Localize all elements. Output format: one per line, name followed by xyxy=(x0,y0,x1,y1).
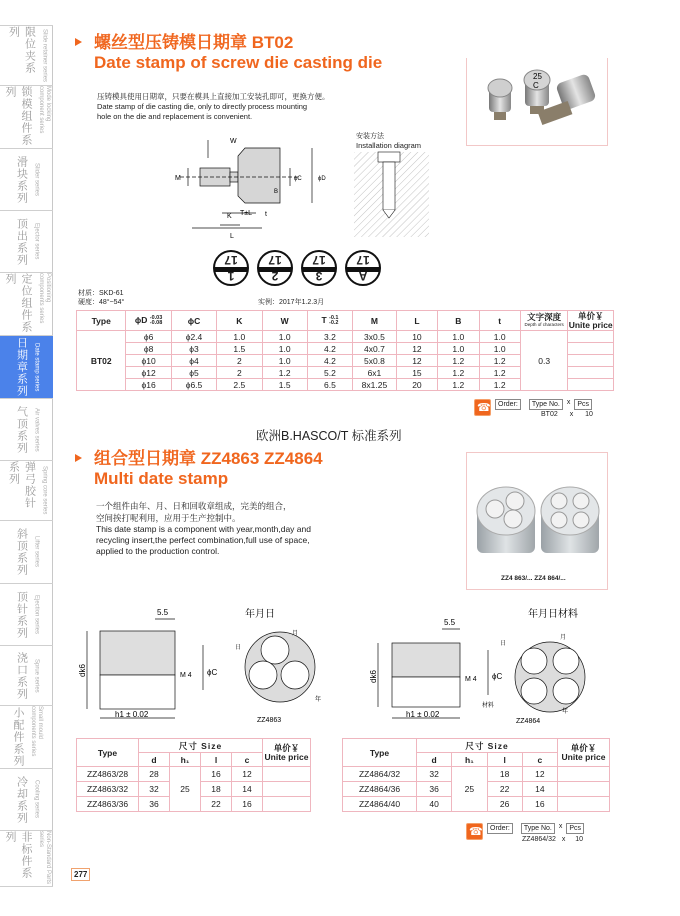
col-type: Type xyxy=(77,739,139,767)
sidebar-item-sublabel: Sprue series xyxy=(33,658,40,693)
col-b: B xyxy=(438,311,479,331)
col-price: 单价￥ Unite price xyxy=(263,739,311,767)
desc-cn: 压铸模具使用日期章，只要在模具上直接加工安装孔即可，更换方便。 xyxy=(97,92,330,101)
cell: 10 xyxy=(396,331,437,343)
order-x: x xyxy=(558,823,563,830)
desc-cn-1: 一个组件由年、月、日和回收章组成，完美的组合， xyxy=(96,501,292,511)
cell: 2 xyxy=(217,355,262,367)
col-t: T -0.1 -0.2 xyxy=(307,311,352,331)
price-cell xyxy=(568,367,614,379)
order-type-label: Type No. xyxy=(529,399,563,410)
multi-stamp-image xyxy=(467,453,609,563)
dim-w: W xyxy=(230,138,237,145)
cell: ϕ3 xyxy=(171,343,216,355)
section1-description xyxy=(97,92,397,122)
cell: 4x0.7 xyxy=(353,343,397,355)
cell: 22 xyxy=(487,782,522,797)
triangle-bullet-icon xyxy=(75,454,82,462)
dim-dk6: dk6 xyxy=(78,664,87,677)
order-label: Order: xyxy=(487,823,513,834)
cell: 2.5 xyxy=(217,379,262,391)
table-row xyxy=(77,767,311,782)
cell: 1.0 xyxy=(438,343,479,355)
col-c: c xyxy=(522,753,557,767)
order-x: x xyxy=(561,836,566,843)
phone-icon[interactable] xyxy=(466,823,483,840)
stamp-year: 17 xyxy=(268,253,282,267)
sidebar-item-lifter[interactable] xyxy=(0,520,53,583)
page-number: 277 xyxy=(71,868,90,881)
cell: ZZ4864/40 xyxy=(343,797,417,812)
cell: 14 xyxy=(522,782,557,797)
stamp-example xyxy=(301,250,337,286)
order-values-zz4864 xyxy=(522,836,583,843)
price-cell xyxy=(568,331,614,343)
cell: 36 xyxy=(139,797,170,812)
diagram-title: 年月日材料 xyxy=(528,609,578,620)
sidebar-item-label: 限位夹系列 xyxy=(7,26,36,74)
stamp-year: 17 xyxy=(312,253,326,267)
cell: ZZ4863/28 xyxy=(77,767,139,782)
svg-text:C: C xyxy=(533,81,539,90)
section1-title-cn: 螺丝型压铸模日期章 BT02 xyxy=(94,33,294,52)
cell: 1.0 xyxy=(262,355,307,367)
series-heading: 欧洲B.HASCO/T 标准系列 xyxy=(256,429,402,443)
section2-description xyxy=(96,500,366,557)
cell: 5.2 xyxy=(307,367,352,379)
col-k: K xyxy=(217,311,262,331)
cell: 1.5 xyxy=(262,379,307,391)
phone-icon[interactable] xyxy=(474,399,491,416)
diagram-title: 年月日 xyxy=(245,609,275,620)
cell: 16 xyxy=(522,797,557,812)
col-d: d xyxy=(139,753,170,767)
label-month: 月 xyxy=(560,635,567,641)
col-l: l xyxy=(201,753,232,767)
bt02-spec-table xyxy=(76,310,614,391)
cell: 22 xyxy=(201,797,232,812)
order-pcs-value: 10 xyxy=(585,411,593,418)
label-year: 年 xyxy=(315,697,322,703)
label-day: 日 xyxy=(500,641,507,647)
cell: 3.2 xyxy=(307,331,352,343)
table-row xyxy=(343,767,610,782)
sidebar-item-label: 斜顶系列 xyxy=(15,528,28,576)
zz4863-dimension-drawing xyxy=(75,605,340,730)
cell: 12 xyxy=(232,767,263,782)
order-type-label: Type No. xyxy=(521,823,555,834)
install-caption-cn: 安装方法 xyxy=(356,133,384,140)
cell: 32 xyxy=(139,782,170,797)
desc-en-3: applied to the production control. xyxy=(96,546,220,556)
price-cell xyxy=(558,767,610,782)
desc-en-2: hole on the die and replacement is convenient. xyxy=(97,112,253,121)
cell: 16 xyxy=(201,767,232,782)
sidebar-item-sublabel: Non-Standard Parts series xyxy=(38,831,51,885)
order-x: x xyxy=(569,411,574,418)
cell: 1.2 xyxy=(438,379,479,391)
diagram-name: ZZ4864 xyxy=(516,718,541,725)
col-h: h₁ xyxy=(170,753,201,767)
order-type-value: BT02 xyxy=(541,411,558,418)
cell: ϕ2.4 xyxy=(171,331,216,343)
cell: 16 xyxy=(232,797,263,812)
cell: ZZ4863/32 xyxy=(77,782,139,797)
label-month: 月 xyxy=(292,631,299,637)
price-cell xyxy=(558,797,610,812)
cell: 1.2 xyxy=(438,367,479,379)
type-cell: BT02 xyxy=(77,331,126,391)
sidebar-item-sublabel: Slide retainer series xyxy=(41,28,48,83)
bt02-dimension-drawing xyxy=(170,128,350,240)
col-type: Type xyxy=(77,311,126,331)
zz4864-dimension-drawing xyxy=(340,605,620,730)
sidebar-item-sublabel: Slider series xyxy=(33,162,40,196)
cell: 40 xyxy=(417,797,452,812)
col-size: 尺寸 Size xyxy=(417,739,558,753)
section1-title xyxy=(77,33,382,73)
sidebar-item-cooling[interactable] xyxy=(0,768,53,830)
col-price: 单价￥ Unite price xyxy=(558,739,610,767)
cell: 12 xyxy=(522,767,557,782)
price-cell xyxy=(568,343,614,355)
desc-en-1: This date stamp is a component with year,month,day and xyxy=(96,524,311,534)
dim-b: B xyxy=(274,189,279,195)
sidebar-item-label: 弹弓胶针系列 xyxy=(7,461,36,509)
dim-m: M xyxy=(175,175,181,182)
sidebar-item-label: 气顶系列 xyxy=(15,405,28,454)
installation-diagram xyxy=(354,152,429,237)
install-caption-en: Installation diagram xyxy=(356,141,422,150)
dim-5-5: 5.5 xyxy=(444,618,456,627)
example-caption: 实例：2017年1.2.3月 xyxy=(258,299,325,306)
cell: 28 xyxy=(139,767,170,782)
price-cell xyxy=(568,379,614,391)
section2-title xyxy=(77,449,323,489)
table-row xyxy=(77,331,614,343)
cell: ϕ8 xyxy=(126,343,171,355)
sidebar-item-label: 浇口系列 xyxy=(15,651,28,700)
dim-h1: h1 ± 0.02 xyxy=(115,710,149,719)
sidebar-item-sublabel: Small mould components series xyxy=(30,706,43,757)
h-cell: 25 xyxy=(452,767,487,812)
sidebar-item-slider[interactable] xyxy=(0,148,53,210)
dim-d: ϕD xyxy=(318,176,326,182)
sidebar-item-label: 冷却系列 xyxy=(15,775,28,824)
col-c: c xyxy=(232,753,263,767)
sidebar-item-sprue[interactable] xyxy=(0,645,53,705)
desc-cn-2: 空间挨打呢利用，应用于生产控制中。 xyxy=(96,513,241,523)
sidebar-item-label: 定位组件系列 xyxy=(4,273,32,333)
cell: 12 xyxy=(396,355,437,367)
multi-stamp-photo xyxy=(466,452,608,590)
cell: 32 xyxy=(417,767,452,782)
sidebar-item-sublabel: Spring core series xyxy=(41,466,48,515)
photo-caption: ZZ4 863/... ZZ4 864/... xyxy=(501,575,566,582)
cell: 1.0 xyxy=(479,343,520,355)
cell: 1.2 xyxy=(479,379,520,391)
stamp-example xyxy=(213,250,249,286)
stamp-month: 2 xyxy=(271,269,279,283)
dim-m4: M 4 xyxy=(180,672,192,679)
dim-dk6: dk6 xyxy=(369,670,378,683)
cell: 6.5 xyxy=(307,379,352,391)
sidebar-item-label: 小配件系列 xyxy=(12,707,24,767)
cell: 12 xyxy=(396,343,437,355)
sidebar-item-spring-core[interactable] xyxy=(0,460,53,520)
order-type-value: ZZ4864/32 xyxy=(522,836,556,843)
cell: ϕ4 xyxy=(171,355,216,367)
screw-stamps-image xyxy=(467,58,609,146)
cell: ϕ6 xyxy=(126,331,171,343)
sidebar-item-sublabel: Air valves series xyxy=(33,407,40,452)
stamp-month: 3 xyxy=(315,269,323,283)
svg-text:25: 25 xyxy=(533,72,542,81)
label-day: 日 xyxy=(235,645,242,651)
dim-5-5: 5.5 xyxy=(157,608,169,617)
sidebar-item-label: 日期章系列 xyxy=(15,337,28,397)
dim-t: T±L xyxy=(240,210,253,217)
label-material: 材料 xyxy=(482,703,495,709)
dim-c: ϕC xyxy=(294,176,302,182)
cell: 26 xyxy=(487,797,522,812)
cell: ϕ10 xyxy=(126,355,171,367)
cell: 4.2 xyxy=(307,343,352,355)
h-cell: 25 xyxy=(170,767,201,812)
example-stamps xyxy=(213,250,381,286)
cell: 1.2 xyxy=(262,367,307,379)
sidebar-item-sublabel: Positioning components series xyxy=(38,273,51,324)
cell: 14 xyxy=(232,782,263,797)
dim-c: ϕC xyxy=(207,668,218,677)
zz4863-spec-table xyxy=(76,738,311,812)
cell: 1.5 xyxy=(217,343,262,355)
cell: ZZ4864/36 xyxy=(343,782,417,797)
cell: 1.0 xyxy=(217,331,262,343)
cell: 15 xyxy=(396,367,437,379)
stamp-example xyxy=(257,250,293,286)
price-cell xyxy=(263,767,311,782)
cell: 18 xyxy=(487,767,522,782)
col-m: M xyxy=(353,311,397,331)
depth-cell: 0.3 xyxy=(520,331,567,391)
cell: 6x1 xyxy=(353,367,397,379)
dim-l: L xyxy=(230,233,234,240)
install-caption xyxy=(356,132,421,150)
sidebar-item-ejection[interactable] xyxy=(0,583,53,645)
col-l: L xyxy=(396,311,437,331)
sidebar-item-mode-locking[interactable] xyxy=(0,85,53,148)
section1-title-en: Date stamp of screw die casting die xyxy=(94,53,383,72)
sidebar-item-ejector[interactable] xyxy=(0,210,53,272)
cell: 36 xyxy=(417,782,452,797)
sidebar-item-label: 锁模组件系列 xyxy=(4,86,32,146)
stamp-example xyxy=(345,250,381,286)
cell: 1.0 xyxy=(262,331,307,343)
sidebar-item-sublabel: Lifter series xyxy=(33,536,40,568)
order-pcs-label: Pcs xyxy=(566,823,584,834)
sidebar-item-air-valves[interactable] xyxy=(0,398,53,460)
sidebar-item-label: 非标件系列 xyxy=(4,831,32,879)
col-small-t: t xyxy=(479,311,520,331)
cell: 1.2 xyxy=(479,355,520,367)
col-d: d xyxy=(417,753,452,767)
col-c: ϕC xyxy=(171,311,216,331)
cell: 20 xyxy=(396,379,437,391)
sidebar-item-positioning[interactable] xyxy=(0,272,53,335)
triangle-bullet-icon xyxy=(75,38,82,46)
cell: 1.2 xyxy=(438,355,479,367)
col-size: 尺寸 Size xyxy=(139,739,263,753)
dim-c: ϕC xyxy=(492,672,503,681)
cell: 5x0.8 xyxy=(353,355,397,367)
col-w: W xyxy=(262,311,307,331)
dim-m4: M 4 xyxy=(465,676,477,683)
sidebar-item-non-standard[interactable] xyxy=(0,830,53,887)
order-values-bt02 xyxy=(541,411,593,418)
desc-en-1: Date stamp of die casting die, only to directly process mounting xyxy=(97,102,308,111)
sidebar-item-sublabel: Cooling series xyxy=(33,780,40,819)
sidebar xyxy=(0,25,53,887)
sidebar-item-slide-retainer[interactable] xyxy=(0,25,53,85)
col-l: l xyxy=(487,753,522,767)
sidebar-item-label: 顶出系列 xyxy=(15,217,28,266)
dim-k: K xyxy=(227,213,232,220)
sidebar-item-label: 滑块系列 xyxy=(15,155,28,204)
section2-title-en: Multi date stamp xyxy=(94,469,229,488)
price-cell xyxy=(568,355,614,367)
col-h: h₁ xyxy=(452,753,487,767)
order-label: Order: xyxy=(495,399,521,410)
cell: 18 xyxy=(201,782,232,797)
cell: ZZ4864/32 xyxy=(343,767,417,782)
sidebar-item-sublabel: Ejection series xyxy=(33,594,40,635)
price-cell xyxy=(263,797,311,812)
stamp-year: 17 xyxy=(356,253,370,267)
sidebar-item-sublabel: Mode locking component series xyxy=(38,86,51,134)
order-x: x xyxy=(566,399,571,406)
cell: ϕ16 xyxy=(126,379,171,391)
cell: 3x0.5 xyxy=(353,331,397,343)
dim-small-t: t xyxy=(265,211,267,218)
stamp-month: 1 xyxy=(227,269,235,283)
bt02-product-photo xyxy=(466,58,608,146)
order-pcs-label: Pcs xyxy=(574,399,592,410)
cell: 4.2 xyxy=(307,355,352,367)
cell: ϕ12 xyxy=(126,367,171,379)
diagram-name: ZZ4863 xyxy=(257,717,282,724)
cell: 2 xyxy=(217,367,262,379)
order-pcs-value: 10 xyxy=(575,836,584,843)
cell: 1.2 xyxy=(479,367,520,379)
sidebar-item-sublabel: Date stamp series xyxy=(33,342,40,392)
price-cell xyxy=(558,782,610,797)
material-text: 材质：SKD-61 xyxy=(78,290,124,297)
col-d: ϕD -0.03 -0.08 xyxy=(126,311,171,331)
stamp-month: A xyxy=(358,269,368,283)
cell: ϕ6.5 xyxy=(171,379,216,391)
col-depth: 文字深度 Depth of characters xyxy=(520,311,567,331)
cell: 1.0 xyxy=(438,331,479,343)
cell: 1.0 xyxy=(262,343,307,355)
col-price: 单价￥ Unite price xyxy=(568,310,613,330)
sidebar-item-date-stamp[interactable] xyxy=(0,335,53,398)
label-year: 年 xyxy=(562,709,569,715)
cell: 1.0 xyxy=(479,331,520,343)
hardness-text: 硬度：48°~54° xyxy=(78,299,125,306)
col-type: Type xyxy=(343,739,417,767)
sidebar-item-sublabel: Ejector series xyxy=(33,223,40,260)
cell: ZZ4863/36 xyxy=(77,797,139,812)
dim-h1: h1 ± 0.02 xyxy=(406,710,440,719)
sidebar-item-label: 顶针系列 xyxy=(15,590,28,639)
cell: ϕ5 xyxy=(171,367,216,379)
section2-title-cn: 组合型日期章 ZZ4863 ZZ4864 xyxy=(94,449,323,468)
stamp-year: 17 xyxy=(224,253,238,267)
cell: 8x1.25 xyxy=(353,379,397,391)
sidebar-item-small-components[interactable] xyxy=(0,705,53,768)
zz4864-spec-table xyxy=(342,738,610,812)
price-cell xyxy=(263,782,311,797)
material-info xyxy=(78,289,124,307)
desc-en-2: recycling insert,the perfect combination,full use of space, xyxy=(96,535,310,545)
